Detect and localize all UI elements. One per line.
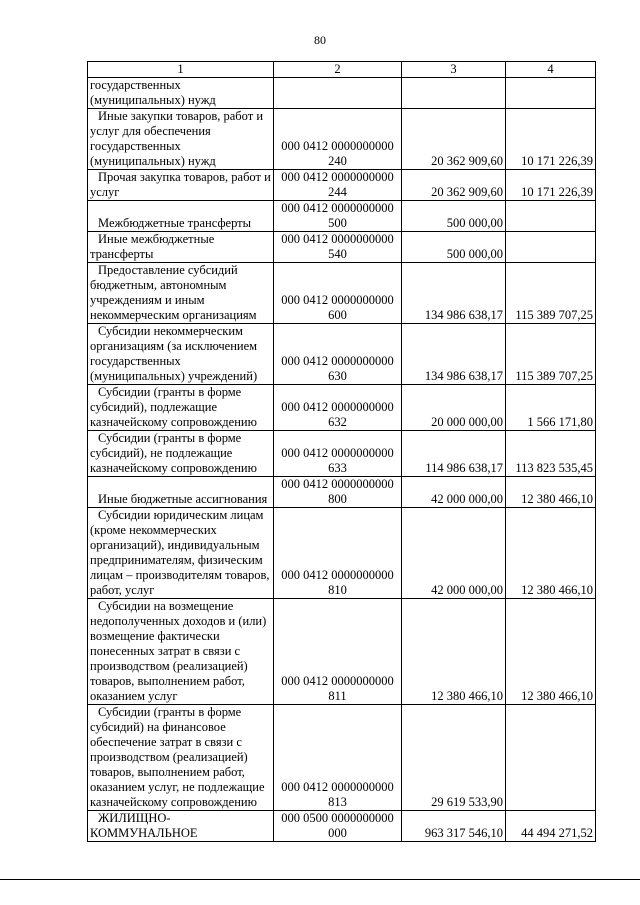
row-amount-col4: 44 494 271,52 <box>506 811 596 842</box>
row-code <box>274 431 402 477</box>
row-amount-col3: 20 362 909,60 <box>402 170 506 201</box>
table-row <box>88 599 596 705</box>
row-code-type: 813 <box>328 795 347 809</box>
row-amount-col4: 10 171 226,39 <box>506 109 596 170</box>
row-amount-col4: 115 389 707,25 <box>506 263 596 324</box>
row-name-text: Иные межбюджетные трансферты <box>90 232 215 261</box>
row-name-text: государственных (муниципальных) нужд <box>90 78 216 107</box>
table-row <box>88 263 596 324</box>
row-code-type: 240 <box>328 154 347 168</box>
row-name-text: Субсидии на возмещение недополученных доходов и (или) возмещение фактически понесенных затрат в связи с производством (реализацией) товаров, выполнением работ, оказанием услуг <box>90 599 267 703</box>
row-code-main: 000 0412 0000000000 <box>281 446 394 460</box>
row-name <box>88 232 274 263</box>
table-row <box>88 170 596 201</box>
row-name-text: Предоставление субсидий бюджетным, автономным учреждениям и иным некоммерческим организациям <box>90 263 257 322</box>
row-code-main: 000 0500 0000000000 <box>281 811 394 825</box>
row-amount-col3: 42 000 000,00 <box>402 477 506 508</box>
row-amount-col4: 113 823 535,45 <box>506 431 596 477</box>
row-code <box>274 78 402 109</box>
row-name-text: Межбюджетные трансферты <box>98 216 252 230</box>
row-name <box>88 508 274 599</box>
row-amount-col3: 500 000,00 <box>402 201 506 232</box>
row-amount-col3: 20 000 000,00 <box>402 385 506 431</box>
row-code <box>274 201 402 232</box>
row-name-text: Прочая закупка товаров, работ и услуг <box>90 170 271 199</box>
row-name <box>88 477 274 508</box>
row-code <box>274 477 402 508</box>
row-code <box>274 508 402 599</box>
budget-table <box>87 61 596 842</box>
row-name-text: Субсидии (гранты в форме субсидий), не подлежащие казначейскому сопровождению <box>90 431 257 475</box>
row-code <box>274 811 402 842</box>
row-code-type: 600 <box>328 308 347 322</box>
row-amount-col3: 42 000 000,00 <box>402 508 506 599</box>
row-name <box>88 385 274 431</box>
row-name <box>88 201 274 232</box>
row-name <box>88 170 274 201</box>
row-amount-col4 <box>506 232 596 263</box>
row-code <box>274 109 402 170</box>
row-code-type: 632 <box>328 415 347 429</box>
row-name <box>88 78 274 109</box>
row-name-text: Субсидии некоммерческим организациям (за исключением государственных (муниципальных) учреждений) <box>90 324 258 383</box>
row-code <box>274 232 402 263</box>
row-name-text: Субсидии юридическим лицам (кроме некоммерческих организаций), индивидуальным предпринимателям, физическим лицам – производителям товаров, работ, услуг <box>90 508 270 597</box>
row-code-main: 000 0412 0000000000 <box>281 780 394 794</box>
row-code-main: 000 0412 0000000000 <box>281 139 394 153</box>
row-code <box>274 170 402 201</box>
row-name <box>88 324 274 385</box>
row-code <box>274 599 402 705</box>
row-name-text: Субсидии (гранты в форме субсидий), подлежащие казначейскому сопровождению <box>90 385 257 429</box>
column-header-1: 1 <box>88 62 274 78</box>
row-amount-col3: 963 317 546,10 <box>402 811 506 842</box>
row-amount-col4: 12 380 466,10 <box>506 599 596 705</box>
row-name-text: ЖИЛИЩНО-КОММУНАЛЬНОЕ <box>90 811 198 840</box>
row-name-text: Иные бюджетные ассигнования <box>98 492 268 506</box>
row-amount-col3: 29 619 533,90 <box>402 705 506 811</box>
row-code-type: 811 <box>328 689 347 703</box>
table-row <box>88 477 596 508</box>
table-body <box>88 78 596 842</box>
column-header-4: 4 <box>506 62 596 78</box>
row-code <box>274 385 402 431</box>
row-name <box>88 109 274 170</box>
row-code-main: 000 0412 0000000000 <box>281 354 394 368</box>
row-amount-col4: 12 380 466,10 <box>506 477 596 508</box>
row-name <box>88 431 274 477</box>
row-name <box>88 263 274 324</box>
row-code-type: 540 <box>328 247 347 261</box>
row-code-type: 244 <box>328 185 347 199</box>
page-bottom-rule <box>0 879 640 880</box>
row-name-text: Субсидии (гранты в форме субсидий) на финансовое обеспечение затрат в связи с производством (реализацией) товаров, выполнением работ, оказанием услуг, не подлежащие казначейскому сопровождению <box>90 705 265 809</box>
row-amount-col4: 115 389 707,25 <box>506 324 596 385</box>
row-amount-col3: 134 986 638,17 <box>402 324 506 385</box>
row-code <box>274 705 402 811</box>
table-row <box>88 508 596 599</box>
table-row <box>88 201 596 232</box>
row-amount-col4: 10 171 226,39 <box>506 170 596 201</box>
column-header-2: 2 <box>274 62 402 78</box>
row-amount-col3: 12 380 466,10 <box>402 599 506 705</box>
row-code <box>274 263 402 324</box>
row-name-text: Иные закупки товаров, работ и услуг для обеспечения государственных (муниципальных) нужд <box>90 109 264 168</box>
row-amount-col3: 134 986 638,17 <box>402 263 506 324</box>
row-name <box>88 811 274 842</box>
row-amount-col3 <box>402 78 506 109</box>
table-row <box>88 78 596 109</box>
table-row <box>88 232 596 263</box>
row-amount-col4 <box>506 78 596 109</box>
row-code-type: 000 <box>328 826 347 840</box>
row-code-type: 810 <box>328 583 347 597</box>
row-code-type: 630 <box>328 369 347 383</box>
row-amount-col4 <box>506 705 596 811</box>
row-code-type: 633 <box>328 461 347 475</box>
table-row <box>88 811 596 842</box>
row-amount-col3: 114 986 638,17 <box>402 431 506 477</box>
page-number: 80 <box>314 33 326 47</box>
row-amount-col4: 1 566 171,80 <box>506 385 596 431</box>
table-row <box>88 385 596 431</box>
table-row <box>88 109 596 170</box>
table-row <box>88 431 596 477</box>
column-header-3: 3 <box>402 62 506 78</box>
row-code-main: 000 0412 0000000000 <box>281 568 394 582</box>
row-name <box>88 705 274 811</box>
row-code-main: 000 0412 0000000000 <box>281 674 394 688</box>
row-amount-col3: 20 362 909,60 <box>402 109 506 170</box>
row-amount-col4: 12 380 466,10 <box>506 508 596 599</box>
row-code-main: 000 0412 0000000000 <box>281 400 394 414</box>
row-code-type: 800 <box>328 492 347 506</box>
row-code <box>274 324 402 385</box>
row-code-main: 000 0412 0000000000 <box>281 170 394 184</box>
row-name <box>88 599 274 705</box>
table-row <box>88 705 596 811</box>
row-amount-col4 <box>506 201 596 232</box>
row-code-main: 000 0412 0000000000 <box>281 293 394 307</box>
row-amount-col3: 500 000,00 <box>402 232 506 263</box>
row-code-main: 000 0412 0000000000 <box>281 232 394 246</box>
table-row <box>88 324 596 385</box>
table-header-row <box>88 62 596 78</box>
row-code-main: 000 0412 0000000000 <box>281 477 394 491</box>
row-code-main: 000 0412 0000000000 <box>281 201 394 215</box>
row-code-type: 500 <box>328 216 347 230</box>
